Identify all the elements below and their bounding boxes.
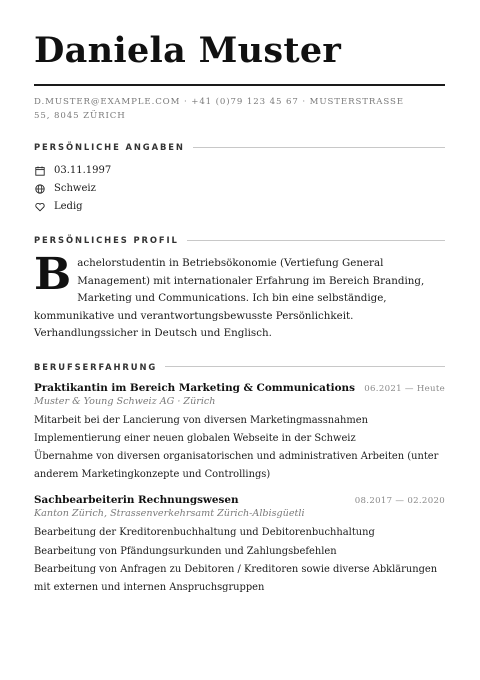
- section-experience-header: [34, 362, 445, 372]
- person-name: Daniela Muster: [34, 30, 342, 71]
- job-entry: [34, 382, 445, 485]
- section-personal-header: [34, 142, 445, 152]
- personal-details: [34, 162, 445, 216]
- nationality-value: Schweiz: [54, 183, 96, 194]
- job-task: Bearbeitung der Kreditorenbuchhaltung und Debitorenbuchhaltung: [34, 527, 375, 539]
- drop-cap: B: [34, 249, 72, 300]
- profile-body: achelorstudentin in Betriebsökonomie (Vertiefung General Management) mit internationaler Erfahrung im Bereich Branding, Marketing und Communications. Ich bin eine selbständige, kommunikative und verantwortungsbewusste Persönlichkeit. Verhandlungssicher in Deutsch und Englisch.: [34, 257, 425, 339]
- section-title: PERSÖNLICHES PROFIL: [34, 235, 179, 245]
- contact-line: D.MUSTER@EXAMPLE.COM · +41 (0)79 123 45 67 · MUSTERSTRASSE 55, 8045 ZÜRICH: [34, 97, 404, 121]
- status-value: Ledig: [54, 201, 83, 212]
- job-tasks: [34, 412, 445, 485]
- job-task: Implementierung einer neuen globalen Webseite in der Schweiz: [34, 432, 356, 444]
- job-task: Mitarbeit bei der Lancierung von diversen Marketingmassnahmen: [34, 414, 368, 426]
- job-title: Praktikantin im Bereich Marketing & Communications: [34, 381, 355, 394]
- job-task: Bearbeitung von Anfragen zu Debitoren / Kreditoren sowie diverse Abklärungen mit externen und internen Anspruchsgruppen: [34, 563, 438, 593]
- job-date: 06.2021 — Heute: [364, 383, 445, 394]
- section-title: BERUFSERFAHRUNG: [34, 361, 158, 372]
- job-organization: Muster & Young Schweiz AG · Zürich: [34, 395, 216, 407]
- section-divider: [187, 240, 445, 241]
- section-profile-header: [34, 235, 445, 245]
- heart-icon: [34, 201, 46, 213]
- job-task: Übernahme von diversen organisatorischen und administrativen Arbeiten (unter anderem Marketingkonzepte und Controllings): [34, 450, 439, 481]
- job-entry: [34, 494, 445, 597]
- job-title: Sachbearbeiterin Rechnungswesen: [34, 494, 239, 507]
- job-date: 08.2017 — 02.2020: [354, 496, 445, 507]
- birthdate-row: [34, 162, 445, 180]
- globe-icon: [34, 183, 46, 195]
- profile-text: [34, 249, 445, 343]
- header-divider: [34, 84, 445, 86]
- birthdate-value: 03.11.1997: [54, 165, 112, 176]
- nationality-row: [34, 180, 445, 198]
- section-divider: [193, 147, 445, 148]
- job-task: Bearbeitung von Pfändungsurkunden und Zahlungsbefehlen: [34, 545, 337, 557]
- job-tasks: [34, 524, 445, 597]
- section-title: PERSÖNLICHE ANGABEN: [34, 142, 185, 152]
- calendar-icon: [34, 165, 46, 177]
- section-divider: [165, 366, 445, 367]
- job-organization: Kanton Zürich, Strassenverkehrsamt Zürich-Albisgüetli: [34, 508, 305, 520]
- status-row: [34, 198, 445, 216]
